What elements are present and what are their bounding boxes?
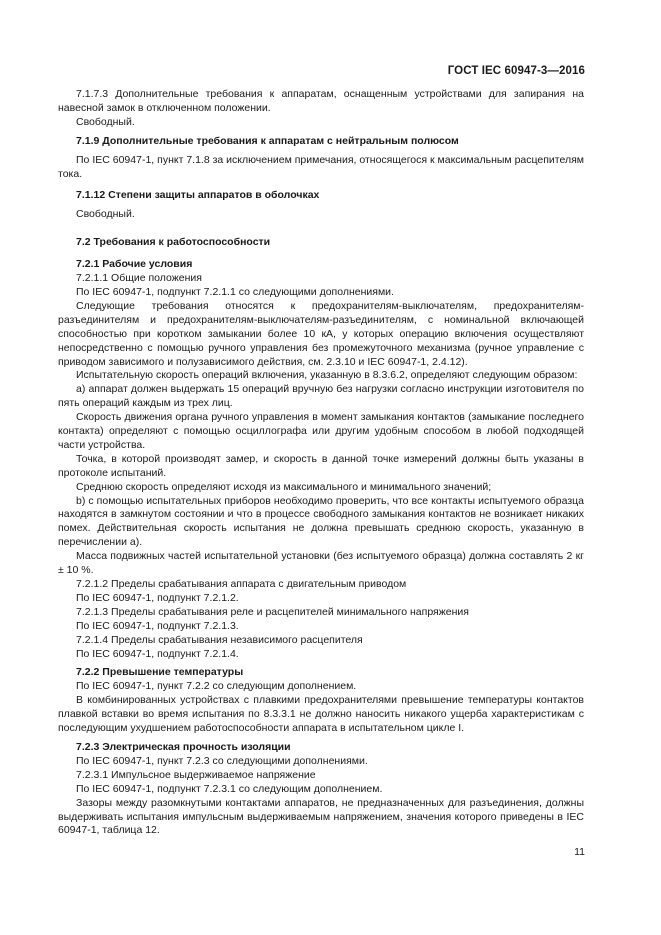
section-heading: 7.1.9 Дополнительные требования к аппаратам с нейтральным полюсом [76,134,459,147]
paragraph: В комбинированных устройствах с плавкими предохранителями превышение температуры контактов плавкой вставки во время испытания по 8.3.3.1 не должно наносить никакого ущерба характеристикам с последующим ухудшением работоспособности аппарата в испытательном цикле I. [58,694,584,735]
paragraph: По IEC 60947-1, пункт 7.2.3 со следующими дополнениями. [76,754,368,767]
paragraph: Точка, в которой производят замер, и скорость в данной точке измерений должны быть указаны в протоколе испытаний. [58,452,584,479]
page-number: 11 [574,846,585,858]
section-heading: 7.2.3 Электрическая прочность изоляции [76,740,291,753]
paragraph: 7.2.1.4 Пределы срабатывания независимого расцепителя [76,633,363,646]
paragraph: Скорость движения органа ручного управления в момент замыкания контактов (замыкание последнего контакта) определяют с помощью осциллографа или другим удобным способом в любой подходящей части устройства. [58,411,584,451]
paragraph: По IEC 60947-1, подпункт 7.2.1.4. [76,647,239,660]
paragraph: 7.2.1.1 Общие положения [76,272,202,285]
paragraph: 7.2.3.1 Импульсное выдерживаемое напряжение [76,768,316,781]
section-heading: 7.1.12 Степени защиты аппаратов в оболочках [76,189,320,202]
spacer [58,181,584,189]
paragraph: Свободный. [76,208,135,221]
standard-designation: ГОСТ IEC 60947-3—2016 [447,65,585,77]
paragraph: 7.2.1.3 Пределы срабатывания реле и расцепителей минимального напряжения [76,605,469,618]
paragraph: Испытательную скорость операций включения, указанную в 8.3.6.2, определяют следующим образом: [76,369,578,382]
paragraph: По IEC 60947-1, пункт 7.2.2 со следующим дополнением. [76,680,357,693]
paragraph: 7.1.7.3 Дополнительные требования к аппаратам, оснащенным устройствами для запирания на навесной замок в отключенном положении. [58,88,584,114]
paragraph: Масса подвижных частей испытательной установки (без испытуемого образца) должна составлять 2 кг ± 10 %. [58,550,584,577]
section-heading: 7.2.2 Превышение температуры [76,666,244,679]
section-heading: 7.2 Требования к работоспособности [76,236,271,249]
paragraph: Свободный. [76,115,135,128]
paragraph: Среднюю скорость определяют исходя из максимального и минимального значений; [76,480,492,493]
spacer [58,250,584,258]
spacer [58,222,584,236]
section-heading: 7.2.1 Рабочие условия [76,258,193,271]
paragraph: По IEC 60947-1, подпункт 7.2.1.2. [76,591,239,604]
paragraph: По IEC 60947-1, подпункт 7.2.3.1 со следующим дополнением. [76,782,383,795]
paragraph: b) с помощью испытательных приборов необходимо проверить, что все контакты испытуемого образца находятся в замкнутом состоянии и что в процессе свободного замыкания контактов не возникает никаких помех. Действительная скорость испытания не должна превышать среднюю скорость, указанную в перечислении а). [58,494,584,549]
paragraph: Следующие требования относятся к предохранителям-выключателям, предохранителям-разъединителям и предохранителям-выключателям-разъединителям, с номинальной включающей способностью при коротком замыкании более 10 кА, у которых операцию включения осуществляют непосредственно с помощью ручного управления без промежуточного механизма (ручное управление с приводом зависимого и полузависимого действия, см. 2.3.10 и IEC 60947-1, 2.4.12). [58,299,584,368]
paragraph: По IEC 60947-1, подпункт 7.2.1.3. [76,619,239,632]
paragraph: По IEC 60947-1, пункт 7.1.8 за исключением примечания, относящегося к максимальным расцепителям тока. [58,153,584,180]
paragraph: Зазоры между разомкнутыми контактами аппаратов, не предназначенных для разъединения, должны выдерживать испытания импульсным выдерживаемым напряжением, значения которого приведены в IEC 60947-1, таблица 12. [58,796,584,837]
paragraph: 7.2.1.2 Пределы срабатывания аппарата с двигательным приводом [76,578,407,590]
paragraph: По IEC 60947-1, подпункт 7.2.1.1 со следующими дополнениями. [76,285,394,298]
paragraph: а) аппарат должен выдержать 15 операций вручную без нагрузки согласно инструкции изготовителя по пять операций каждым из трех лиц. [58,383,584,410]
document-body [58,88,584,838]
